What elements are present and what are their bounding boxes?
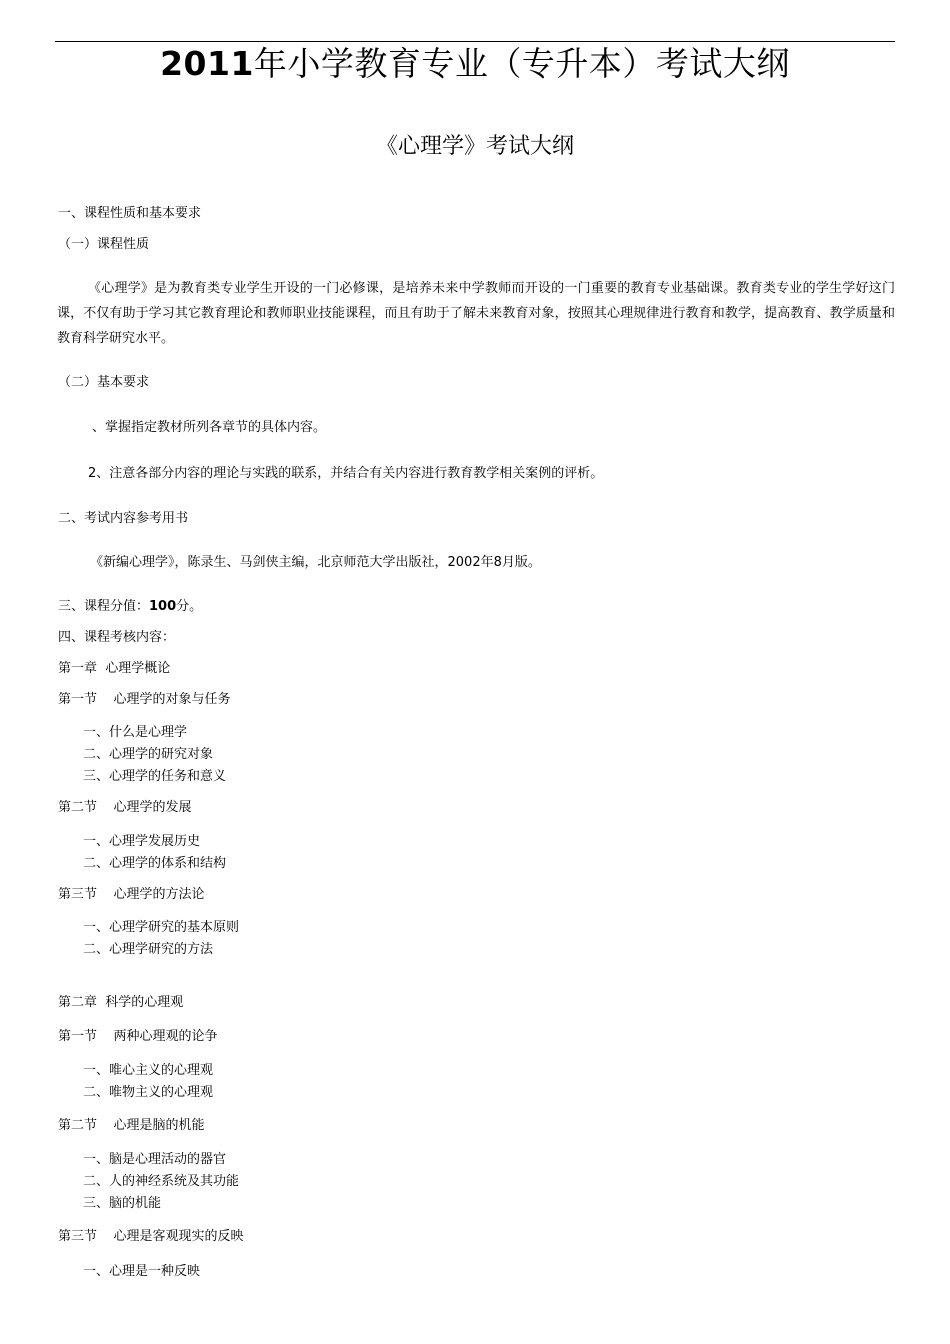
ch2-section1-title: 第一节 两种心理观的论争 <box>58 1029 218 1044</box>
section2-heading: 二、考试内容参考用书 <box>58 511 189 526</box>
requirement-2-text: 、注意各部分内容的理论与实践的联系，并结合有关内容进行教育教学相关案例的评析。 <box>96 466 604 481</box>
list-item: 二、心理学的研究对象 <box>83 747 214 762</box>
course-nature-paragraph: 《心理学》是为教育类专业学生开设的一门必修课，是培养未来中学教师而开设的一门重要的教育专业基础课。教育类专业的学生学好这门课，不仅有助于学习其它教育理论和教师职业技能课程，而且有助于了解未来教育对象，按照其心理规律进行教育和教学，提高教育、教学质量和教育科学研究水平。 <box>57 281 895 346</box>
list-item: 一、心理学发展历史 <box>83 834 201 849</box>
book-month: 8 <box>493 555 502 570</box>
list-item: 一、心理学研究的基本原则 <box>83 920 240 935</box>
list-item: 一、什么是心理学 <box>83 725 188 740</box>
requirements-heading: （二）基本要求 <box>58 375 150 390</box>
chapter1-title: 第一章 心理学概论 <box>58 661 171 676</box>
list-item: 三、心理学的任务和意义 <box>83 769 227 784</box>
section4-heading: 四、课程考核内容： <box>58 630 176 645</box>
section1-heading: 一、课程性质和基本要求 <box>58 206 202 221</box>
list-item: 一、脑是心理活动的器官 <box>83 1152 227 1167</box>
title-year: 2011 <box>160 44 254 83</box>
list-item: 二、唯物主义的心理观 <box>83 1085 214 1100</box>
ch2-section2-title: 第二节 心理是脑的机能 <box>58 1118 205 1133</box>
ch1-section1-title: 第一节 心理学的对象与任务 <box>58 692 231 707</box>
book-text-1: 《新编心理学》，陈录生、马剑侠主编，北京师范大学出版社， <box>90 555 448 570</box>
course-nature-heading: （一）课程性质 <box>58 237 150 252</box>
title-text: 年小学教育专业（专升本）考试大纲 <box>253 44 790 83</box>
list-item: 三、脑的机能 <box>83 1196 162 1211</box>
ch1-section2-title: 第二节 心理学的发展 <box>58 800 192 815</box>
requirement-1: 、掌握指定教材所列各章节的具体内容。 <box>92 420 327 435</box>
document-subtitle: 《心理学》考试大纲 <box>375 134 574 159</box>
score-suffix: 分。 <box>176 599 203 614</box>
score-prefix: 三、课程分值： <box>58 599 150 614</box>
course-score <box>58 598 202 616</box>
list-item: 一、唯心主义的心理观 <box>83 1063 214 1078</box>
score-value: 100 <box>149 599 177 614</box>
book-year: 2002 <box>447 555 481 570</box>
book-text-3: 月版。 <box>501 555 541 570</box>
document-title <box>0 42 950 86</box>
requirement-2 <box>88 465 603 483</box>
ch2-section3-title: 第三节 心理是客观现实的反映 <box>58 1229 244 1244</box>
list-item: 二、心理学研究的方法 <box>83 942 214 957</box>
chapter2-title: 第二章 科学的心理观 <box>58 995 184 1010</box>
list-item: 二、心理学的体系和结构 <box>83 856 227 871</box>
book-text-2: 年 <box>480 555 494 570</box>
ch1-section3-title: 第三节 心理学的方法论 <box>58 887 205 902</box>
list-item: 一、心理是一种反映 <box>83 1264 201 1279</box>
requirement-2-number: 2 <box>88 466 97 481</box>
reference-book <box>90 554 541 572</box>
list-item: 二、人的神经系统及其功能 <box>83 1174 240 1189</box>
